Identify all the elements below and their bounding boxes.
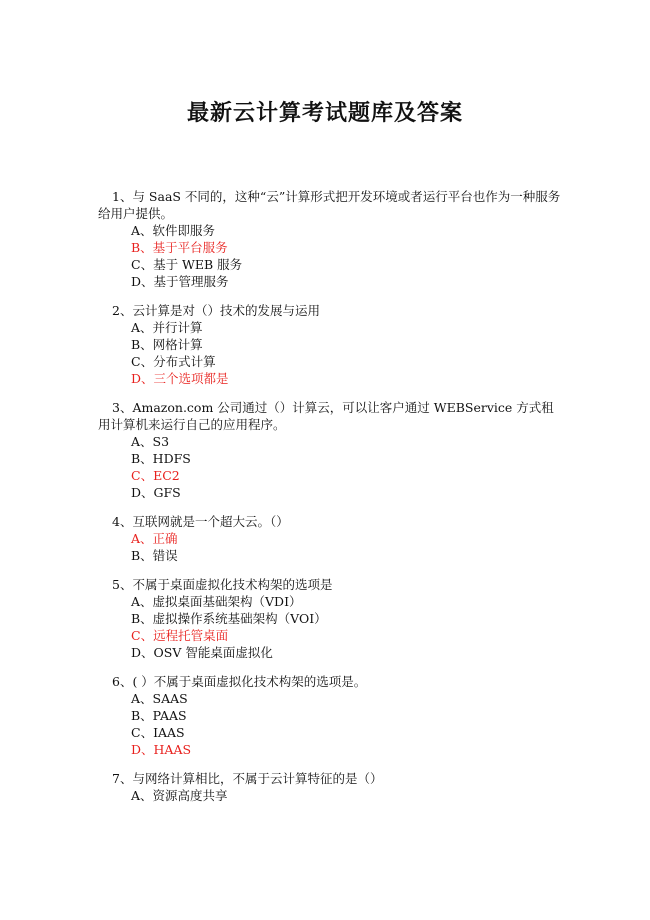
option-d-correct: D、HAAS [131,742,192,757]
option-a: A、SAAS [131,691,188,706]
document-title: 最新云计算考试题库及答案 [186,100,463,126]
option-c-correct: C、EC2 [131,468,180,483]
option-list [0,530,650,564]
option-a: A、并行计算 [131,320,203,335]
question-5 [0,576,650,661]
option-list [0,433,650,501]
question-2 [0,302,650,387]
option-a: A、资源高度共享 [131,788,228,803]
option-d: D、GFS [131,485,181,500]
question-1 [0,188,650,290]
option-b: B、PAAS [131,708,187,723]
option-list [0,787,650,804]
option-c: C、分布式计算 [131,354,216,369]
question-text: 1、与 SaaS 不同的，这种“云”计算形式把开发环境或者运行平台也作为一种服务给用户提供。 [98,189,561,221]
question-text: 6、( ）不属于桌面虚拟化技术构架的选项是。 [112,674,367,689]
option-a: A、S3 [131,434,170,449]
question-7 [0,770,650,804]
option-b: B、网格计算 [131,337,203,352]
option-c: C、IAAS [131,725,185,740]
question-6 [0,673,650,758]
option-d: D、OSV 智能桌面虚拟化 [131,645,273,660]
option-list [0,593,650,661]
option-d-correct: D、三个选项都是 [131,371,229,386]
option-list [0,222,650,290]
question-text: 2、云计算是对（）技术的发展与运用 [112,303,320,318]
question-text: 4、互联网就是一个超大云。（） [112,514,289,529]
option-b-correct: B、基于平台服务 [131,240,228,255]
option-b: B、错误 [131,548,178,563]
option-a-correct: A、正确 [131,531,178,546]
question-text: 5、不属于桌面虚拟化技术构架的选项是 [112,577,333,592]
option-c: C、基于 WEB 服务 [131,257,243,272]
option-a: A、虚拟桌面基础架构（VDI） [131,594,302,609]
option-b: B、HDFS [131,451,191,466]
question-list [0,188,650,804]
option-b: B、虚拟操作系统基础架构（VOI） [131,611,327,626]
option-d: D、基于管理服务 [131,274,229,289]
question-3 [0,399,650,501]
option-list [0,319,650,387]
option-c-correct: C、远程托管桌面 [131,628,229,643]
question-text: 7、与网络计算相比，不属于云计算特征的是（） [112,771,383,786]
question-4 [0,513,650,564]
question-text: 3、Amazon.com 公司通过（）计算云，可以让客户通过 WEBService 方式租用计算机来运行自己的应用程序。 [98,400,554,432]
option-list [0,690,650,758]
option-a: A、软件即服务 [131,223,216,238]
